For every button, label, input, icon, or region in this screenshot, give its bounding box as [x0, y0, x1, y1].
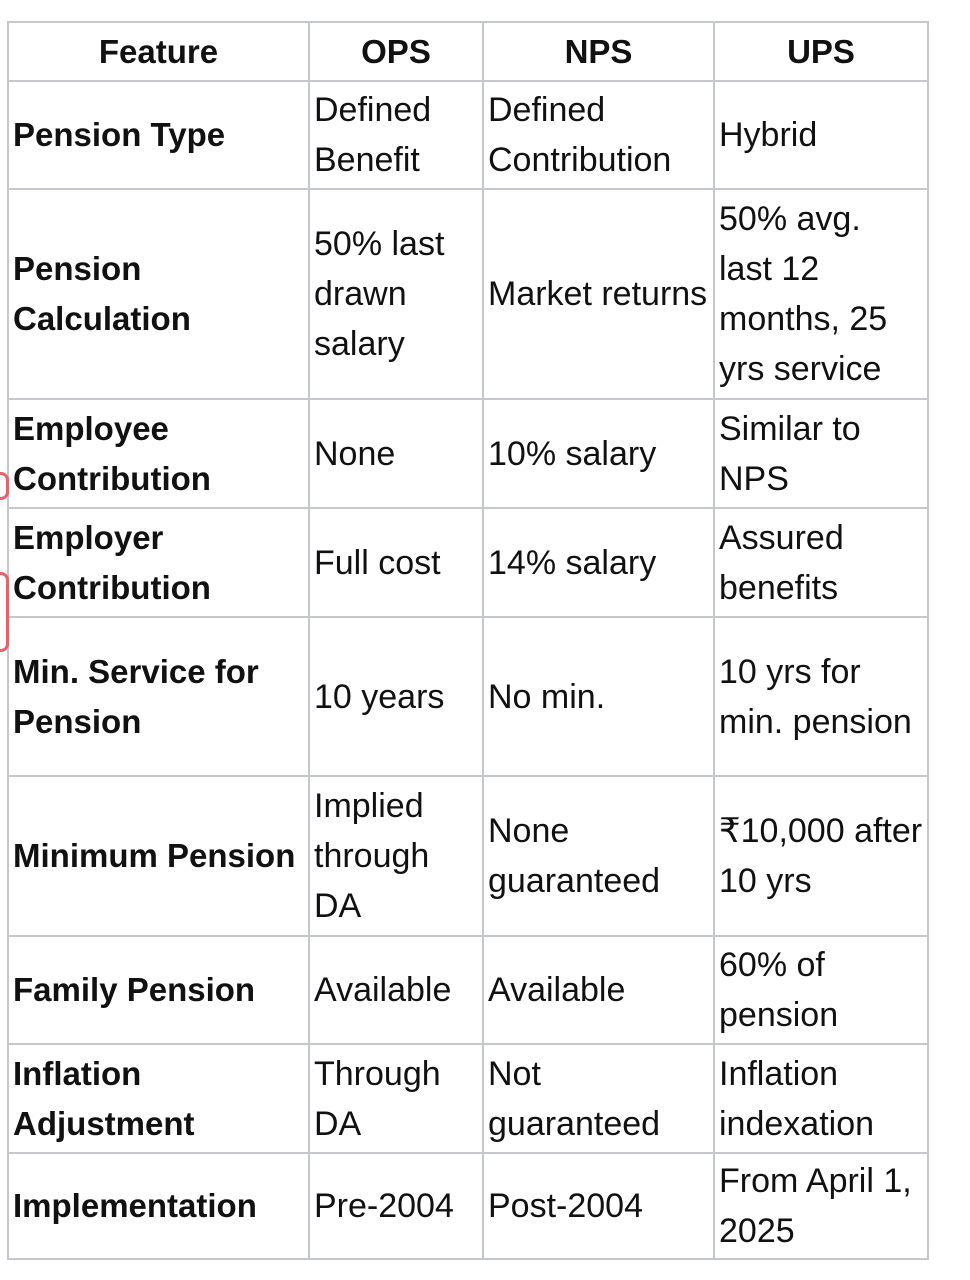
header-feature: Feature	[8, 22, 309, 81]
nps-cell: No min.	[483, 617, 714, 776]
feature-cell: Employee Contribution	[8, 399, 309, 508]
ups-cell: From April 1, 2025	[714, 1153, 928, 1259]
table-row	[8, 936, 928, 1044]
ops-cell: 10 years	[309, 617, 483, 776]
feature-cell: Employer Contribution	[8, 508, 309, 617]
table-row	[8, 617, 928, 776]
ops-cell: None	[309, 399, 483, 508]
feature-cell: Family Pension	[8, 936, 309, 1044]
ops-cell: Full cost	[309, 508, 483, 617]
table-row	[8, 81, 928, 189]
feature-cell: Min. Service for Pension	[8, 617, 309, 776]
ups-cell: Hybrid	[714, 81, 928, 189]
feature-cell: Inflation Adjustment	[8, 1044, 309, 1153]
table-row	[8, 1153, 928, 1259]
feature-cell: Pension Type	[8, 81, 309, 189]
ups-cell: 10 yrs for min. pension	[714, 617, 928, 776]
red-annotation-mark	[0, 572, 9, 652]
ups-cell: 50% avg. last 12 months, 25 yrs service	[714, 189, 928, 399]
table-row	[8, 776, 928, 936]
nps-cell: Market returns	[483, 189, 714, 399]
nps-cell: 10% salary	[483, 399, 714, 508]
header-row	[8, 22, 928, 81]
ups-cell: 60% of pension	[714, 936, 928, 1044]
table-row	[8, 399, 928, 508]
nps-cell: None guaranteed	[483, 776, 714, 936]
ops-cell: Pre-2004	[309, 1153, 483, 1259]
ups-cell: Assured benefits	[714, 508, 928, 617]
table-row	[8, 189, 928, 399]
nps-cell: Defined Contribution	[483, 81, 714, 189]
comparison-table	[7, 21, 929, 1260]
header-ups: UPS	[714, 22, 928, 81]
ops-cell: Through DA	[309, 1044, 483, 1153]
nps-cell: Post-2004	[483, 1153, 714, 1259]
nps-cell: Available	[483, 936, 714, 1044]
ops-cell: Implied through DA	[309, 776, 483, 936]
header-nps: NPS	[483, 22, 714, 81]
table-row	[8, 1044, 928, 1153]
header-ops: OPS	[309, 22, 483, 81]
ops-cell: Available	[309, 936, 483, 1044]
feature-cell: Implementation	[8, 1153, 309, 1259]
ups-cell: Inflation indexation	[714, 1044, 928, 1153]
ops-cell: Defined Benefit	[309, 81, 483, 189]
nps-cell: Not guaranteed	[483, 1044, 714, 1153]
ups-cell: ₹10,000 after 10 yrs	[714, 776, 928, 936]
feature-cell: Minimum Pension	[8, 776, 309, 936]
feature-cell: Pension Calculation	[8, 189, 309, 399]
table-row	[8, 508, 928, 617]
ops-cell: 50% last drawn salary	[309, 189, 483, 399]
ups-cell: Similar to NPS	[714, 399, 928, 508]
nps-cell: 14% salary	[483, 508, 714, 617]
red-annotation-mark	[0, 472, 9, 500]
